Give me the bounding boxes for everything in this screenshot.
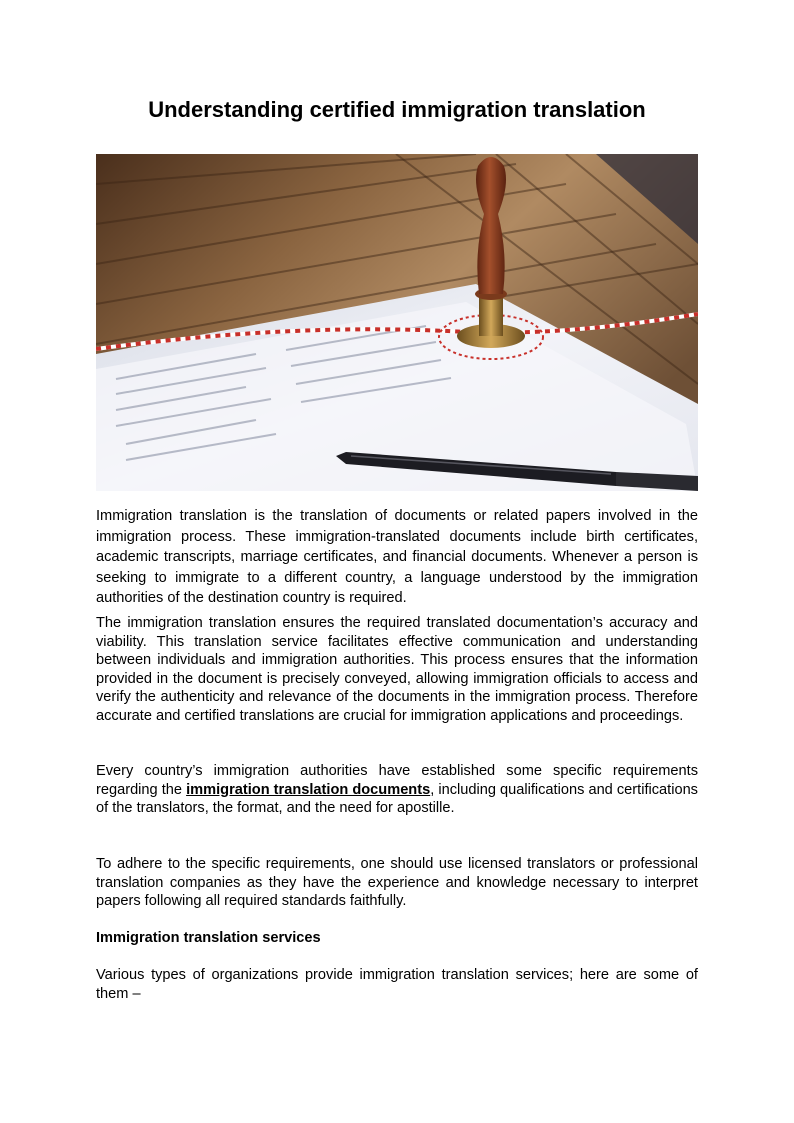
requirements-text-before: Every country’s immigration authorities have established some specific requirements regarding the: [96, 763, 698, 798]
page-title: Understanding certified immigration translation: [148, 97, 646, 122]
accuracy-paragraph: The immigration translation ensures the required translated documentation’s accuracy and viability. This translation service facilitates effective communication and understanding between individuals and immigration authorities. This process ensures that the information provided in the document is precisely conveyed, allowing immigration officials to access and verify the authenticity and relevance of the documents in the immigration process. Therefore accurate and certified translations are crucial for immigration applications and proceedings.: [96, 615, 698, 724]
hero-image: [96, 154, 698, 491]
intro-paragraph: Immigration translation is the translation of documents or related papers involved in the immigration process. These immigration-translated documents include birth certificates, academic transcripts, marriage certificates, and financial documents. Whenever a person is seeking to immigrate to a different country, a language understood by the immigration authorities of the destination country is required.: [96, 508, 698, 607]
requirements-paragraph: [96, 762, 698, 818]
licensed-translators-paragraph: To adhere to the specific requirements, one should use licensed translators or professional translation companies as they have the experience and knowledge necessary to interpret papers following all required standards faithfully.: [96, 856, 698, 910]
section-heading: Immigration translation services: [96, 930, 321, 946]
services-intro-paragraph: Various types of organizations provide immigration translation services; here are some of them –: [96, 967, 698, 1002]
requirements-text-after: , including qualifications and certifications of the translators, the format, and the need for apostille.: [96, 781, 698, 817]
immigration-translation-documents-link[interactable]: immigration translation documents: [186, 781, 431, 798]
